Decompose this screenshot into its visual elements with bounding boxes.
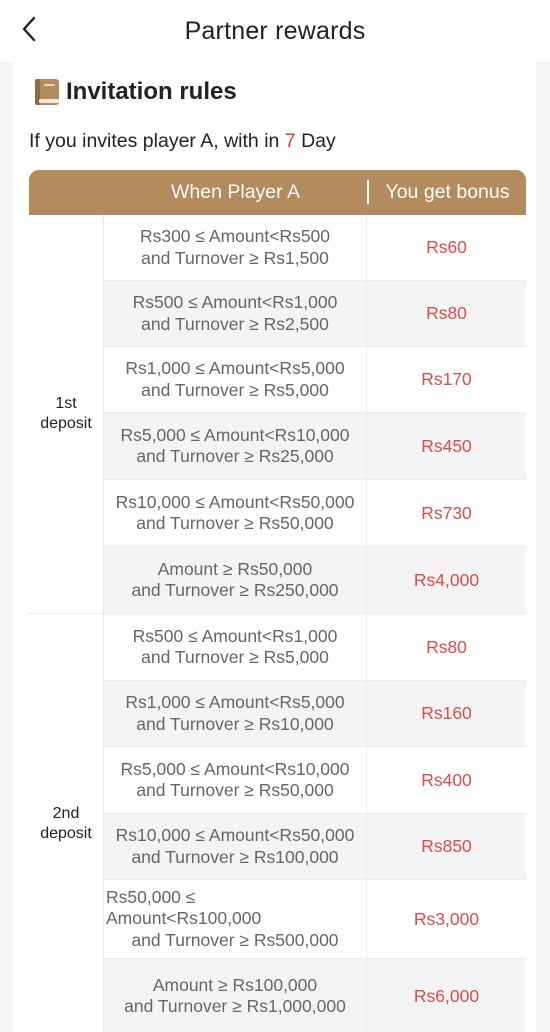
back-button[interactable]	[14, 14, 44, 44]
page-title: Partner rewards	[184, 16, 366, 45]
bonus-cell: Rs170	[421, 369, 472, 389]
table-row	[104, 547, 526, 614]
condition-cell: Rs1,000 ≤ Amount<Rs5,000 and Turnover ≥ Rs5,000	[104, 347, 367, 412]
condition-cell: Rs1,000 ≤ Amount<Rs5,000 and Turnover ≥ Rs10,000	[104, 681, 367, 746]
bonus-cell: Rs4,000	[413, 569, 480, 590]
condition-cell: Rs50,000 ≤ Amount<Rs100,000 and Turnover ≥ Rs500,000	[104, 880, 367, 958]
group-label-first-deposit: 1st deposit	[29, 215, 104, 614]
table-row	[104, 747, 526, 814]
table-row	[104, 215, 526, 281]
condition-cell: Amount ≥ Rs100,000 and Turnover ≥ Rs1,000,000	[104, 959, 367, 1032]
table-row	[104, 959, 526, 1032]
intro-days: 7	[284, 130, 296, 152]
column-header-bonus: You get bonus	[385, 181, 510, 203]
condition-cell: Rs500 ≤ Amount<Rs1,000 and Turnover ≥ Rs2,500	[104, 281, 367, 346]
bonus-cell: Rs850	[421, 836, 472, 856]
table-row	[104, 413, 526, 480]
condition-cell: Amount ≥ Rs50,000 and Turnover ≥ Rs250,000	[104, 547, 367, 613]
section-header	[32, 76, 237, 108]
group-label-second-deposit: 2nd deposit	[29, 614, 104, 1032]
rewards-table	[29, 170, 526, 1032]
invite-intro	[29, 130, 336, 153]
bonus-cell: Rs3,000	[413, 908, 480, 929]
table-row	[104, 814, 526, 880]
bonus-cell: Rs400	[421, 769, 472, 790]
bonus-cell: Rs80	[426, 303, 467, 323]
bonus-cell: Rs60	[426, 237, 467, 257]
top-bar	[0, 0, 550, 62]
column-header-condition: When Player A	[171, 181, 300, 203]
table-row	[104, 281, 526, 347]
table-row	[104, 614, 526, 681]
book-icon	[32, 77, 62, 107]
bonus-cell: Rs160	[421, 703, 472, 723]
condition-cell: Rs5,000 ≤ Amount<Rs10,000 and Turnover ≥ Rs50,000	[104, 747, 367, 813]
table-header	[29, 170, 526, 215]
condition-cell: Rs5,000 ≤ Amount<Rs10,000 and Turnover ≥ Rs25,000	[104, 413, 367, 479]
bonus-cell: Rs450	[421, 435, 472, 456]
intro-text: If you invites player A, with in	[29, 130, 285, 152]
condition-cell: Rs300 ≤ Amount<Rs500 and Turnover ≥ Rs1,500	[104, 215, 367, 280]
chevron-left-icon	[21, 16, 37, 42]
table-row	[104, 480, 526, 547]
condition-cell: Rs500 ≤ Amount<Rs1,000 and Turnover ≥ Rs5,000	[104, 614, 367, 680]
table-row	[104, 681, 526, 747]
table-row	[104, 880, 526, 959]
bonus-cell: Rs730	[421, 502, 472, 523]
section-title: Invitation rules	[66, 78, 237, 105]
condition-cell: Rs10,000 ≤ Amount<Rs50,000 and Turnover ≥ Rs50,000	[104, 480, 367, 546]
table-row	[104, 347, 526, 413]
intro-suffix: Day	[295, 130, 336, 152]
condition-cell: Rs10,000 ≤ Amount<Rs50,000 and Turnover ≥ Rs100,000	[104, 814, 367, 879]
bonus-cell: Rs80	[426, 636, 467, 657]
bonus-cell: Rs6,000	[413, 985, 480, 1006]
rules-card	[14, 62, 536, 1032]
